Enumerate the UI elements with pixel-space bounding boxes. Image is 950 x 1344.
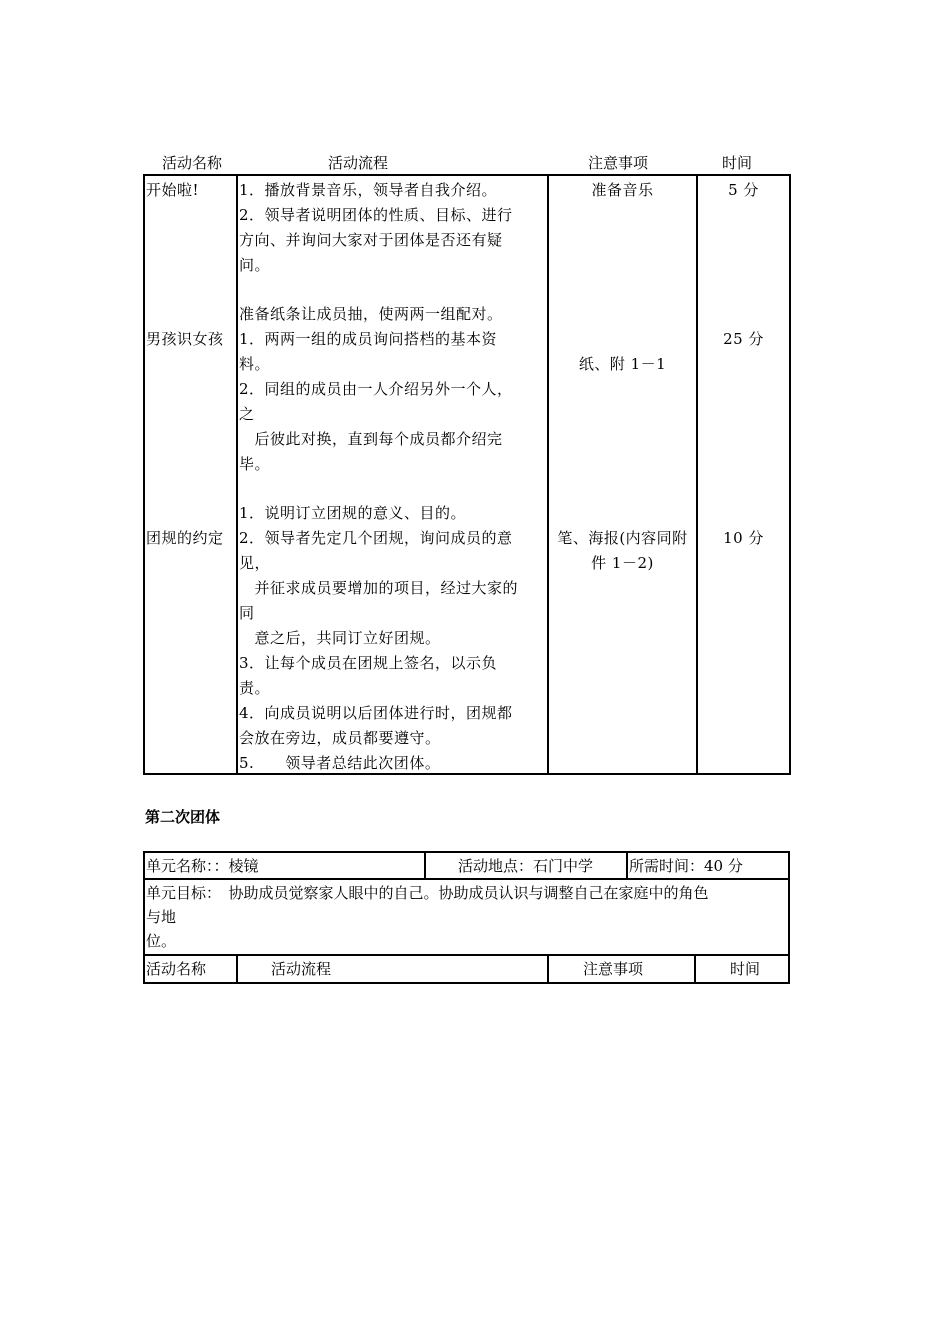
- unit-table-border-top: [143, 851, 790, 853]
- table-border-top: [143, 174, 791, 176]
- row3-time: 10 分: [723, 529, 764, 547]
- row1-activity-flow: [239, 178, 545, 278]
- table-divider-2: [547, 174, 549, 775]
- row3-notes: [549, 526, 696, 576]
- flow-line: 方向、并询问大家对于团体是否还有疑: [239, 231, 503, 249]
- flow-line: 责。: [239, 679, 271, 697]
- row2-notes: 纸、附 1－1: [578, 355, 667, 373]
- row3-activity-name: 团规的约定: [146, 529, 224, 547]
- flow-line: 问。: [239, 256, 271, 274]
- unit-goal: [146, 881, 786, 953]
- goal-line: 单元目标： 协助成员觉察家人眼中的自己。协助成员认识与调整自己在家庭中的角色: [146, 884, 709, 902]
- flow-line: 之: [239, 405, 255, 423]
- notes-line: 件 1－2): [591, 554, 654, 572]
- goal-line: 与地: [146, 908, 177, 926]
- unit-table-border-right: [788, 851, 790, 984]
- section2-title: 第二次团体: [145, 808, 221, 826]
- unit-header-activity-name: 活动名称: [146, 960, 207, 978]
- unit-table-row-divider-2: [143, 954, 790, 956]
- flow-line: 4．向成员说明以后团体进行时，团规都: [239, 704, 513, 722]
- flow-line: 3．让每个成员在团规上签名，以示负: [239, 654, 498, 672]
- row3-activity-flow: [239, 501, 545, 776]
- flow-line: 1．播放背景音乐，领导者自我介绍。: [239, 181, 498, 199]
- flow-line: 意之后，共同订立好团规。: [239, 629, 441, 647]
- header-activity-name: 活动名称: [162, 154, 223, 172]
- flow-line: 会放在旁边，成员都要遵守。: [239, 729, 441, 747]
- flow-line: 1．两两一组的成员询问搭档的基本资: [239, 330, 498, 348]
- flow-line: 并征求成员要增加的项目，经过大家的: [239, 579, 519, 597]
- flow-line: 毕。: [239, 455, 271, 473]
- table-divider-1: [236, 174, 238, 775]
- unit-table-divider-b: [626, 851, 628, 880]
- unit-header-time: 时间: [730, 960, 761, 978]
- row2-activity-flow: [239, 302, 545, 477]
- notes-line: 笔、海报(内容同附: [557, 529, 688, 547]
- unit-name: 单元名称：：棱镜: [146, 857, 259, 875]
- flow-line: 准备纸条让成员抽，使两两一组配对。: [239, 305, 503, 323]
- header-notes: 注意事项: [588, 154, 649, 172]
- unit-location: 活动地点：石门中学: [458, 857, 594, 875]
- header-activity-flow: 活动流程: [328, 154, 389, 172]
- header-time: 时间: [722, 154, 753, 172]
- unit-table-border-bottom: [143, 982, 790, 984]
- unit-header-activity-flow: 活动流程: [271, 960, 332, 978]
- table-divider-3: [696, 174, 698, 775]
- row1-activity-name: 开始啦!: [146, 181, 200, 199]
- flow-line: 2．同组的成员由一人介绍另外一个人，: [239, 380, 513, 398]
- flow-line: 料。: [239, 355, 271, 373]
- flow-line: 2．领导者说明团体的性质、目标、进行: [239, 206, 513, 224]
- unit-table-divider-c: [236, 954, 238, 984]
- flow-line: 5. 领导者总结此次团体。: [239, 754, 441, 772]
- flow-line: 见，: [239, 554, 271, 572]
- unit-table-divider-a: [424, 851, 426, 880]
- unit-duration: 所需时间：40 分: [629, 857, 743, 875]
- table-border-left: [143, 174, 145, 775]
- flow-line: 同: [239, 604, 255, 622]
- row2-time: 25 分: [723, 330, 764, 348]
- unit-table-divider-d: [547, 954, 549, 984]
- goal-line: 位。: [146, 932, 177, 950]
- unit-header-notes: 注意事项: [583, 960, 644, 978]
- flow-line: 后彼此对换，直到每个成员都介绍完: [239, 430, 503, 448]
- row2-activity-name: 男孩识女孩: [146, 330, 224, 348]
- flow-line: 2．领导者先定几个团规，询问成员的意: [239, 529, 513, 547]
- row1-notes: 准备音乐: [591, 181, 654, 199]
- unit-table-border-left: [143, 851, 145, 984]
- unit-table-divider-e: [694, 954, 696, 984]
- row1-time: 5 分: [728, 181, 759, 199]
- flow-line: 1．说明订立团规的意义、目的。: [239, 504, 467, 522]
- table-border-right: [789, 174, 791, 775]
